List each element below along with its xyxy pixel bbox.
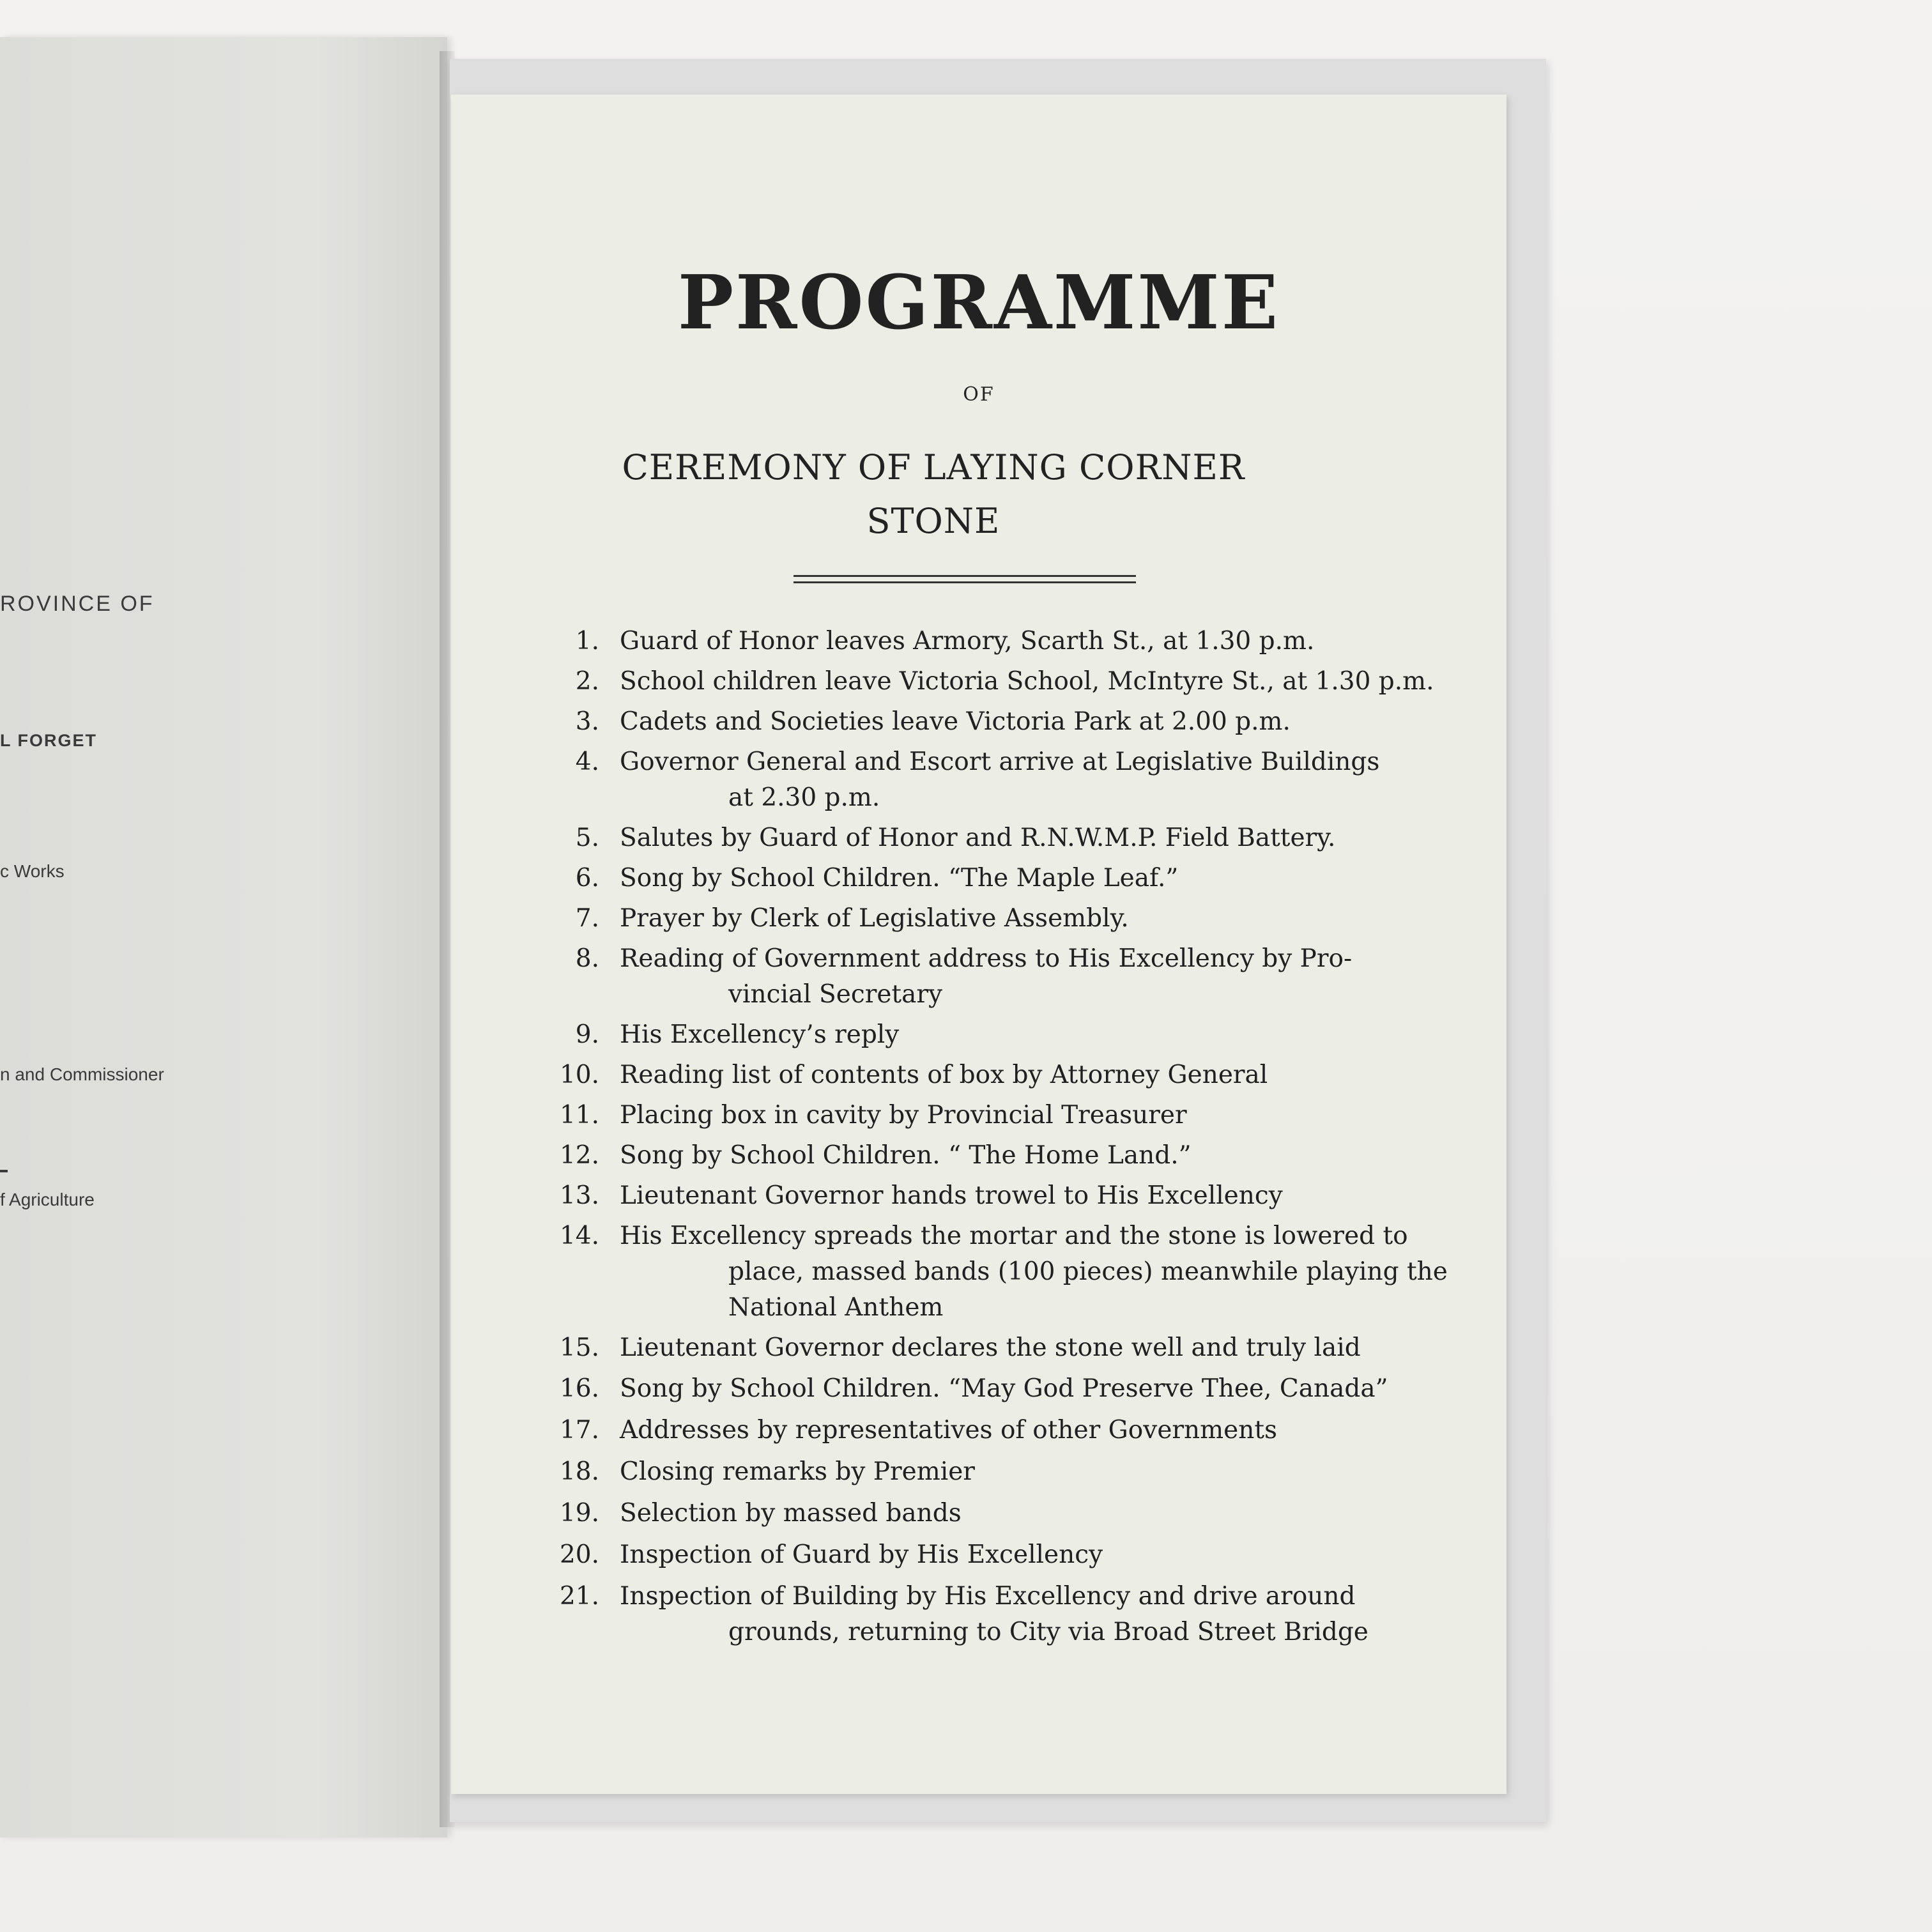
item-text-continued: vincial Secretary — [728, 980, 943, 1009]
item-text: Guard of Honor leaves Armory, Scarth St., at 1.30 p.m. — [620, 627, 1315, 656]
item-number: 3. — [575, 707, 599, 736]
item-text-continued: at 2.30 p.m. — [728, 783, 880, 812]
item-number: 16. — [559, 1374, 599, 1403]
item-number: 21. — [559, 1582, 599, 1611]
left-page-rule — [0, 1170, 8, 1172]
item-number: 6. — [575, 864, 599, 893]
programme-page — [451, 95, 1506, 1794]
item-number: 11. — [559, 1101, 599, 1130]
item-text: Inspection of Building by His Excellency and drive around — [620, 1582, 1356, 1611]
item-text: Song by School Children. “May God Preserve Thee, Canada” — [620, 1374, 1388, 1403]
left-page — [0, 37, 447, 1837]
item-text: Lieutenant Governor declares the stone well and truly laid — [620, 1333, 1361, 1362]
item-text: Reading list of contents of box by Attorney General — [620, 1061, 1268, 1089]
item-text-continued: place, massed bands (100 pieces) meanwhile playing the — [728, 1257, 1448, 1286]
item-number: 5. — [575, 824, 599, 852]
title-connector: OF — [963, 383, 995, 406]
item-number: 15. — [559, 1333, 599, 1362]
item-text: Prayer by Clerk of Legislative Assembly. — [620, 904, 1129, 933]
item-text: His Excellency spreads the mortar and the stone is lowered to — [620, 1222, 1408, 1250]
item-text: Lieutenant Governor hands trowel to His Excellency — [620, 1181, 1283, 1210]
item-number: 20. — [559, 1540, 599, 1569]
item-number: 19. — [559, 1499, 599, 1528]
item-number: 1. — [575, 627, 599, 656]
left-page-line: n and Commissioner — [0, 1064, 164, 1084]
page-title: PROGRAMME — [677, 259, 1280, 346]
item-text: Song by School Children. “ The Home Land.” — [620, 1141, 1192, 1170]
item-text: School children leave Victoria School, McIntyre St., at 1.30 p.m. — [620, 667, 1434, 696]
item-number: 14. — [559, 1222, 599, 1250]
item-text: Closing remarks by Premier — [620, 1457, 975, 1486]
item-text-continued: grounds, returning to City via Broad Street Bridge — [728, 1618, 1368, 1646]
item-text: Inspection of Guard by His Excellency — [620, 1540, 1103, 1569]
left-page-line: ROVINCE OF — [0, 592, 155, 616]
left-page-line: c Works — [0, 861, 65, 881]
item-number: 17. — [559, 1416, 599, 1445]
item-number: 10. — [559, 1061, 599, 1089]
item-number: 4. — [575, 747, 599, 776]
page-subtitle: CEREMONY OF LAYING CORNER STONE — [622, 447, 1245, 541]
item-number: 18. — [559, 1457, 599, 1486]
item-text: Selection by massed bands — [620, 1499, 962, 1528]
item-text: Placing box in cavity by Provincial Treasurer — [620, 1101, 1187, 1130]
item-number: 2. — [575, 667, 599, 696]
item-text: Addresses by representatives of other Governments — [620, 1416, 1278, 1445]
left-page-line: f Agriculture — [0, 1190, 95, 1209]
item-number: 12. — [559, 1141, 599, 1170]
item-text-continued: National Anthem — [728, 1293, 944, 1322]
item-text: Reading of Government address to His Excellency by Pro- — [620, 944, 1353, 973]
item-text: Song by School Children. “The Maple Leaf.” — [620, 864, 1179, 893]
item-text: Cadets and Societies leave Victoria Park at 2.00 p.m. — [620, 707, 1291, 736]
item-number: 8. — [575, 944, 599, 973]
divider-rule — [793, 581, 1136, 583]
item-text: Governor General and Escort arrive at Legislative Buildings — [620, 747, 1380, 776]
item-text: His Excellency’s reply — [620, 1020, 900, 1049]
item-number: 7. — [575, 904, 599, 933]
item-number: 13. — [559, 1181, 599, 1210]
divider-rule — [793, 575, 1136, 577]
item-number: 9. — [575, 1020, 599, 1049]
left-page-line: L FORGET — [0, 731, 98, 750]
item-text: Salutes by Guard of Honor and R.N.W.M.P. Field Battery. — [620, 824, 1336, 852]
